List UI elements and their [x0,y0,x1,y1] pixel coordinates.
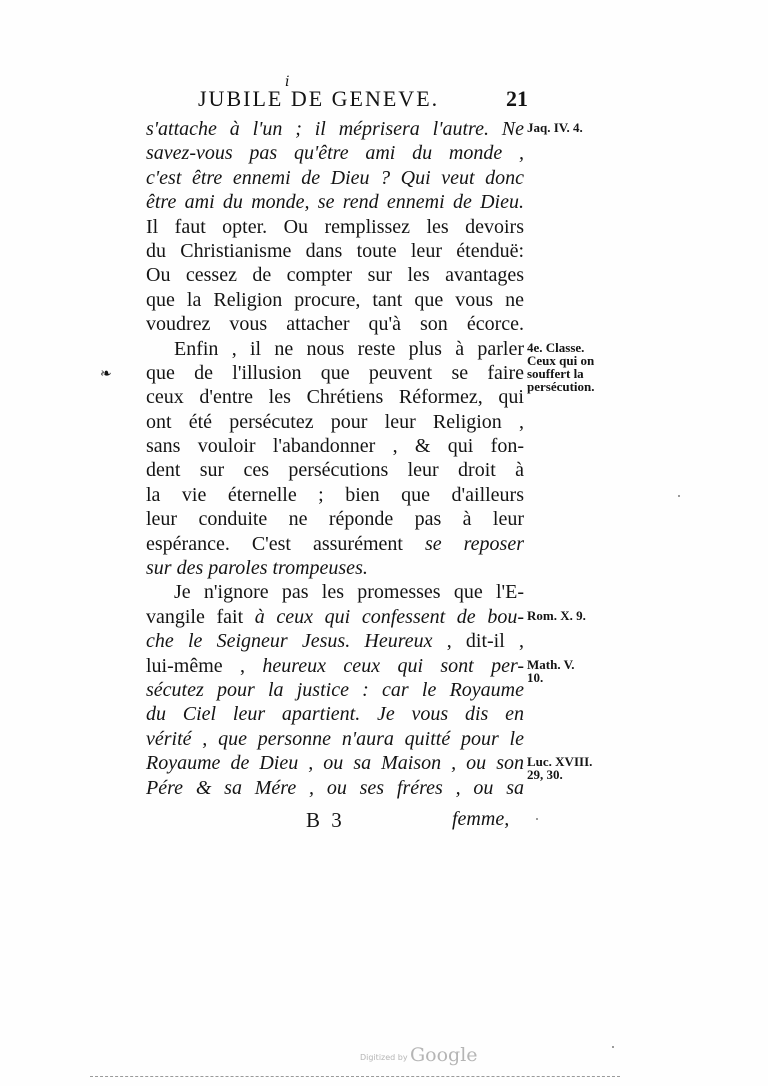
scan-speck [612,1046,614,1048]
text-segment: s'attache à l'un ; il méprisera l'autre. Ne [146,118,524,140]
margin-note-line: Math. V. [527,656,575,672]
margin-note [527,755,592,781]
text-line [146,580,524,604]
margin-note-line: Rom. X. 9. [527,608,586,623]
text-line [146,458,524,482]
text-segment: du Christianisme dans toute leur étenduë: [146,239,524,262]
text-segment: sur des paroles trompeuses. [146,557,368,580]
body-text [146,117,524,800]
text-line [146,361,524,385]
text-line [146,117,524,141]
text-segment: se reposer [424,532,524,555]
margin-note-line: Ceux qui on [527,352,595,368]
signature-mark: B 3 [306,808,345,832]
text-line [146,263,524,287]
digitized-brand: Google [410,1044,478,1066]
head-mark: i [285,74,290,90]
text-line [146,239,524,263]
text-segment: c'est être ennemi de Dieu ? Qui veut donc [146,166,524,189]
text-line [146,629,524,653]
margin-note-line: Jaq. IV. 4. [527,120,583,135]
catchline [146,808,546,834]
text-segment: ont été persécutez pour leur Religion , [146,410,524,433]
text-segment: sans vouloir l'abandonner , & qui fon- [146,435,524,458]
text-line [146,751,524,775]
digitized-watermark [360,1044,500,1070]
running-head [198,86,528,114]
text-segment: la vie éternelle ; bien que d'ailleurs [146,483,524,506]
text-segment: dent sur ces persécutions leur droit à [146,459,524,482]
text-segment: que de l'illusion que peuvent se faire [146,361,524,384]
text-line [146,434,524,458]
text-segment: sécutez pour la justice : car le Royaume [146,678,524,701]
text-segment: ceux d'entre les Chrétiens Réformez, qui [146,386,524,409]
ornament-mark: ❧ [100,366,112,382]
margin-note-line: Luc. XVIII. [527,754,593,770]
margin-note-line: souffert la [527,365,584,381]
text-line [146,605,524,629]
text-segment: Pére & sa Mére , ou ses fréres , ou sa [146,776,524,799]
scan-speck [678,495,680,497]
text-segment: Royaume de Dieu , ou sa Maison , ou son [146,752,524,775]
text-line [146,483,524,507]
margin-note-line: persécution. [527,378,595,394]
margin-note [527,121,583,134]
text-line [146,190,524,214]
text-line [146,556,524,580]
text-segment: heureux ceux qui sont per- [262,654,524,677]
text-line [146,141,524,165]
text-segment: vérité , que personne n'aura quitté pour le [146,727,524,750]
text-segment: que la Religion procure, tant que vous ne [146,288,524,311]
text-line [146,215,524,239]
text-line [146,288,524,312]
text-line [146,312,524,336]
text-segment: leur conduite ne réponde pas à leur [146,508,524,531]
text-line [146,337,524,361]
text-segment: Enfin , il ne nous reste plus à parler [174,337,524,360]
margin-note-line: 29, 30. [527,767,563,783]
text-segment: vangile fait [146,605,255,628]
text-line [146,776,524,800]
text-segment: lui-même , [146,654,263,677]
text-line [146,678,524,702]
text-line [146,385,524,409]
text-segment: voudrez vous attacher qu'à son écorce. [146,313,524,336]
scan-edge-smudge [90,1076,620,1081]
text-segment: savez-vous pas qu'être ami du monde , [146,142,524,165]
text-segment: du Ciel leur apartient. Je vous dis en [146,703,524,726]
text-segment: , dit-il , [432,630,524,653]
text-segment: Je n'ignore pas les promesses que l'E- [174,581,524,604]
text-line [146,532,524,556]
text-line [146,507,524,531]
text-line [146,654,524,678]
text-segment: être ami du monde, se rend ennemi de Dieu. [146,191,524,214]
text-segment: Il faut opter. Ou remplissez les devoirs [146,215,524,238]
text-line [146,166,524,190]
text-segment: che le Seigneur Jesus. Heureux [146,630,433,653]
margin-note-line: 10. [527,669,544,685]
text-line [146,702,524,726]
text-line [146,727,524,751]
page-number: 21 [506,86,528,111]
text-line [146,410,524,434]
catchword: femme, [452,808,510,830]
margin-note [527,341,595,393]
running-title: JUBILE DE GENEVE. [198,86,440,111]
text-segment: espérance. C'est assurément [146,532,425,555]
margin-note [527,658,575,684]
text-segment: à ceux qui confessent de bou- [254,605,524,628]
scan-speck [536,818,538,820]
margin-note [527,609,586,622]
margin-note-line: 4e. Classe. [527,339,585,355]
digitized-prefix: Digitized by [360,1053,408,1062]
text-segment: Ou cessez de compter sur les avantages [146,264,524,287]
